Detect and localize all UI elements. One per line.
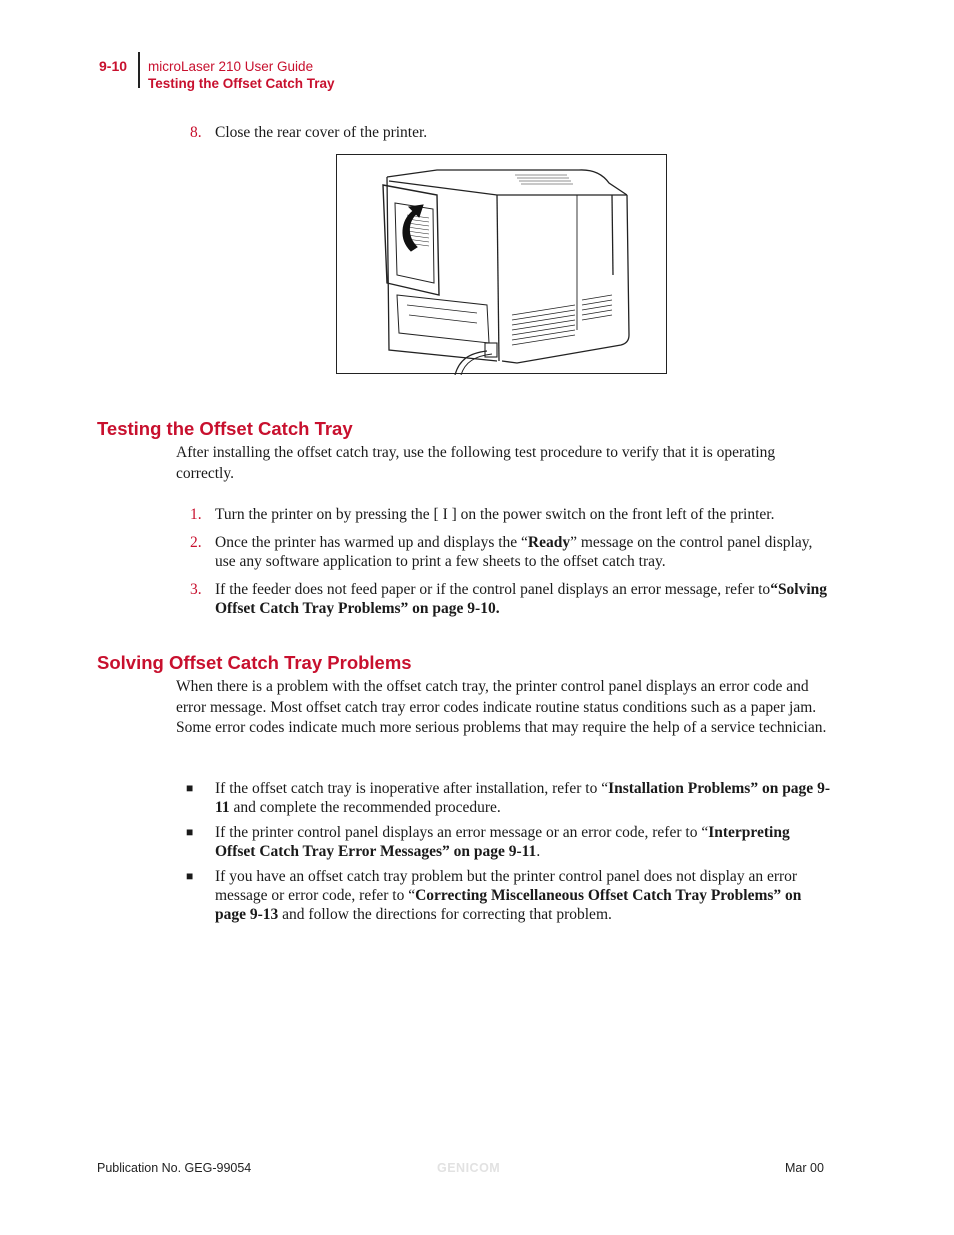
bullet-square-icon: ■ <box>186 825 194 839</box>
cross-reference-link[interactable]: Correcting Miscellaneous Offset Catch Tray Problems” on page 9-13 <box>215 887 802 923</box>
step-number: 3. <box>190 581 202 598</box>
bullet-item-1 <box>186 779 831 817</box>
printer-drawing <box>337 155 668 375</box>
bullet-square-icon: ■ <box>186 781 194 795</box>
page-number: 9-10 <box>99 58 128 74</box>
step-number: 8. <box>190 124 202 141</box>
bullet-text: If you have an offset catch tray problem but the printer control panel does not display an error message or error code, refer to “Correcting Miscellaneous Offset Catch Tray Problems” on page 9-13 and follow the directions for correcting that problem. <box>215 868 802 923</box>
ready-message: Ready <box>527 534 571 551</box>
step-number: 1. <box>190 506 202 523</box>
step-text: Close the rear cover of the printer. <box>215 124 428 141</box>
solving-intro: When there is a problem with the offset catch tray, the printer control panel displays an error code and error message. Most offset catch tray error codes indicate routine status conditions such as a paper jam. Some error codes indicate much more serious problems that may require the help of a service technician. <box>176 678 827 736</box>
bullet-text: If the offset catch tray is inoperative after installation, refer to “Installation Problems” on page 9-11 and complete the recommended procedure. <box>215 780 830 816</box>
testing-step-3 <box>190 580 830 618</box>
bullet-text: If the printer control panel displays an error message or an error code, refer to “Interpreting Offset Catch Tray Error Messages” on page 9-11. <box>215 824 790 860</box>
bullet-item-2 <box>186 823 831 861</box>
bullet-item-3 <box>186 867 831 924</box>
cross-reference-link[interactable]: “Solving Offset Catch Tray Problems” on page 9-10. <box>215 581 828 617</box>
testing-intro: After installing the offset catch tray, use the following test procedure to verify that it is operating correctly. <box>176 444 776 482</box>
step-text: Turn the printer on by pressing the [ I ] on the power switch on the front left of the printer. <box>215 506 775 523</box>
genicom-watermark: GENICOM <box>437 1161 501 1175</box>
bullet-square-icon: ■ <box>186 869 194 883</box>
section-heading-testing: Testing the Offset Catch Tray <box>97 418 353 439</box>
step-text: Once the printer has warmed up and displays the “Ready” message on the control panel display, use any software application to print a few sheets to the offset catch tray. <box>215 534 813 570</box>
printer-rear-cover-illustration <box>336 154 667 374</box>
step-number: 2. <box>190 534 202 551</box>
cross-reference-link[interactable]: Interpreting Offset Catch Tray Error Messages” on page 9-11 <box>215 824 790 860</box>
guide-title: microLaser 210 User Guide <box>148 59 314 74</box>
publication-number: Publication No. GEG-99054 <box>97 1161 252 1175</box>
publication-date: Mar 00 <box>785 1161 824 1175</box>
section-heading-solving: Solving Offset Catch Tray Problems <box>97 652 412 673</box>
testing-step-2 <box>190 533 830 571</box>
cross-reference-link[interactable]: Installation Problems” on page 9-11 <box>215 780 830 816</box>
step-8 <box>190 123 830 142</box>
header-divider <box>138 52 140 88</box>
testing-step-1 <box>190 505 830 524</box>
step-text: If the feeder does not feed paper or if the control panel displays an error message, refer to“Solving Offset Catch Tray Problems” on page 9-10. <box>215 581 828 617</box>
running-section-title: Testing the Offset Catch Tray <box>148 76 335 91</box>
